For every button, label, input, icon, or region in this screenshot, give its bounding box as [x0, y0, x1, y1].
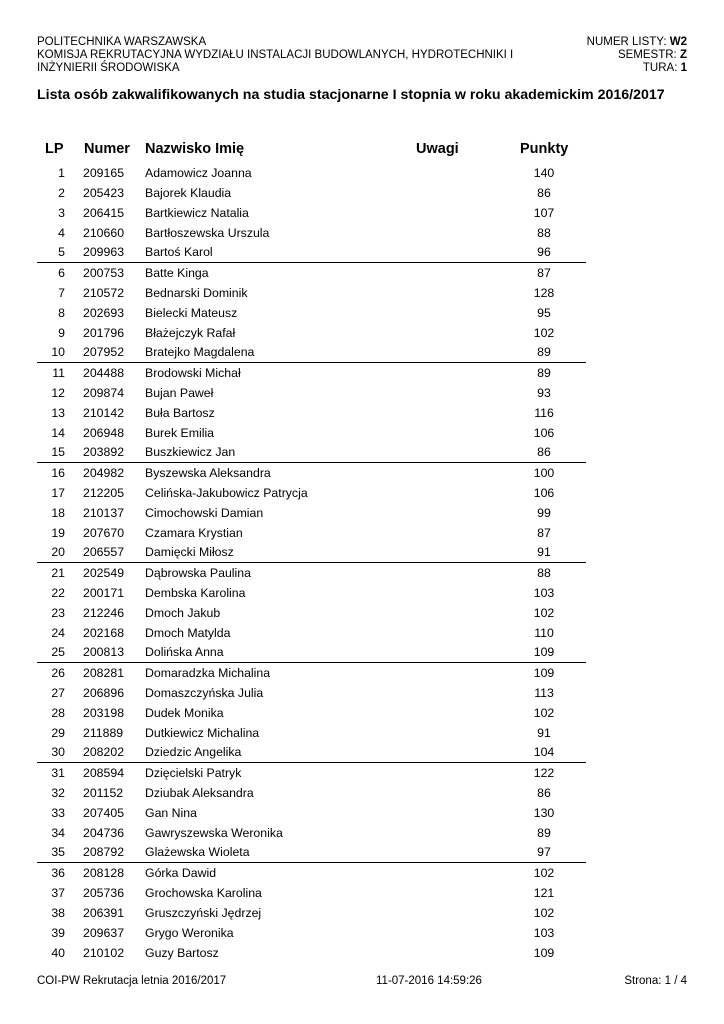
row-points: 87 [537, 526, 551, 540]
row-number: 202168 [83, 626, 125, 640]
table-row [37, 823, 586, 843]
row-number: 210142 [83, 406, 125, 420]
table-row [37, 723, 586, 743]
row-lp: 30 [51, 745, 65, 759]
column-header-lp: LP [45, 141, 64, 157]
row-number: 212246 [83, 606, 125, 620]
table-row [37, 743, 586, 763]
row-lp: 37 [51, 886, 65, 900]
row-name: Guzy Bartosz [145, 946, 219, 960]
row-points: 110 [534, 626, 554, 640]
candidates-table [37, 163, 586, 963]
row-lp: 6 [58, 266, 65, 280]
row-number: 208128 [83, 866, 125, 880]
row-lp: 20 [51, 545, 65, 559]
table-row [37, 803, 586, 823]
committee-name-cont: INŻYNIERII ŚRODOWISKA [37, 62, 180, 74]
table-row [37, 783, 586, 803]
row-number: 209637 [83, 926, 125, 940]
row-number: 206415 [83, 206, 125, 220]
row-number: 203198 [83, 706, 125, 720]
table-row [37, 223, 586, 243]
row-lp: 8 [58, 306, 65, 320]
column-header-points: Punkty [520, 141, 569, 157]
row-number: 200171 [83, 586, 125, 600]
row-number: 208202 [83, 745, 125, 759]
row-lp: 26 [51, 666, 65, 680]
column-header-notes: Uwagi [416, 141, 459, 157]
row-lp: 12 [51, 386, 65, 400]
row-number: 210102 [83, 946, 125, 960]
row-number: 212205 [83, 486, 125, 500]
row-points: 109 [533, 645, 555, 659]
row-lp: 7 [58, 286, 65, 300]
row-name: Grygo Weronika [145, 926, 234, 940]
list-number: NUMER LISTY: W2 [586, 36, 687, 48]
table-row [37, 503, 586, 523]
row-lp: 29 [51, 726, 65, 740]
table-row [37, 603, 586, 623]
row-number: 208594 [83, 766, 125, 780]
table-row [37, 663, 586, 683]
table-row [37, 363, 586, 383]
table-row [37, 423, 586, 443]
row-lp: 22 [51, 586, 65, 600]
row-lp: 2 [58, 186, 65, 200]
round: TURA: 1 [642, 62, 687, 74]
row-number: 204982 [83, 466, 125, 480]
row-points: 87 [537, 266, 551, 280]
row-name: Dziubak Aleksandra [145, 786, 254, 800]
row-name: Dzięcielski Patryk [145, 766, 242, 780]
row-number: 206391 [83, 906, 125, 920]
table-row [37, 443, 586, 463]
row-lp: 17 [51, 486, 65, 500]
row-name: Dąbrowska Paulina [145, 566, 251, 580]
row-lp: 36 [51, 866, 65, 880]
table-row [37, 263, 586, 283]
row-name: Bartkiewicz Natalia [145, 206, 249, 220]
row-points: 103 [533, 586, 555, 600]
row-points: 89 [537, 826, 551, 840]
row-name: Dziedzic Angelika [145, 745, 242, 759]
table-row [37, 283, 586, 303]
table-row [37, 323, 586, 343]
row-name: Czamara Krystian [145, 526, 243, 540]
table-row [37, 183, 586, 203]
row-name: Domaradzka Michalina [145, 666, 271, 680]
row-points: 88 [537, 566, 551, 580]
row-lp: 23 [51, 606, 65, 620]
row-points: 99 [537, 506, 551, 520]
row-lp: 14 [51, 426, 65, 440]
committee-name: KOMISJA REKRUTACYJNA WYDZIAŁU INSTALACJI BUDOWLANYCH, HYDROTECHNIKI I [37, 49, 514, 61]
row-points: 86 [537, 186, 551, 200]
row-points: 102 [533, 866, 555, 880]
row-name: Buszkiewicz Jan [145, 445, 236, 459]
row-number: 206557 [83, 545, 125, 559]
row-lp: 38 [51, 906, 65, 920]
row-lp: 18 [51, 506, 65, 520]
table-row [37, 163, 586, 183]
footer-page: Strona: 1 / 4 [624, 975, 687, 987]
row-name: Domaszczyńska Julia [145, 686, 264, 700]
row-number: 206896 [83, 686, 125, 700]
row-name: Batte Kinga [145, 266, 209, 280]
row-number: 205423 [83, 186, 125, 200]
table-row [37, 303, 586, 323]
row-number: 208281 [83, 666, 125, 680]
row-name: Brodowski Michał [145, 366, 241, 380]
table-row [37, 483, 586, 503]
row-points: 89 [537, 366, 551, 380]
column-header-number: Numer [84, 141, 130, 157]
row-name: Dutkiewicz Michalina [145, 726, 260, 740]
row-number: 203892 [83, 445, 125, 459]
row-points: 116 [534, 406, 554, 420]
row-name: Dmoch Jakub [145, 606, 221, 620]
row-name: Błażejczyk Rafał [145, 326, 236, 340]
row-name: Buła Bartosz [145, 406, 215, 420]
table-row [37, 643, 586, 663]
row-name: Burek Emilia [145, 426, 215, 440]
row-lp: 4 [58, 226, 65, 240]
row-name: Dudek Monika [145, 706, 224, 720]
row-lp: 21 [51, 566, 65, 580]
table-row [37, 903, 586, 923]
table-row [37, 563, 586, 583]
table-row [37, 843, 586, 863]
row-points: 106 [533, 426, 555, 440]
table-row [37, 543, 586, 563]
row-points: 109 [533, 666, 555, 680]
table-row [37, 703, 586, 723]
table-row [37, 923, 586, 943]
row-points: 109 [533, 946, 555, 960]
row-name: Gruszczyński Jędrzej [145, 906, 262, 920]
row-number: 202549 [83, 566, 125, 580]
row-number: 204488 [83, 366, 125, 380]
row-points: 121 [533, 886, 555, 900]
table-row [37, 763, 586, 783]
table-row [37, 343, 586, 363]
row-name: Dolińska Anna [145, 645, 224, 659]
row-lp: 10 [51, 345, 65, 359]
row-number: 201796 [83, 326, 125, 340]
row-points: 102 [533, 906, 555, 920]
table-row [37, 943, 586, 963]
row-name: Cimochowski Damian [145, 506, 264, 520]
row-number: 211889 [83, 726, 124, 740]
row-name: Bartoś Karol [145, 245, 213, 259]
row-lp: 28 [51, 706, 65, 720]
row-points: 103 [533, 926, 555, 940]
table-row [37, 383, 586, 403]
row-points: 86 [537, 445, 551, 459]
row-points: 102 [533, 326, 555, 340]
row-points: 89 [537, 345, 551, 359]
row-name: Dmoch Matylda [145, 626, 231, 640]
column-header-name: Nazwisko Imię [145, 141, 245, 157]
row-lp: 13 [51, 406, 65, 420]
row-lp: 39 [51, 926, 65, 940]
table-row [37, 863, 586, 883]
row-points: 88 [537, 226, 551, 240]
semester: SEMESTR: Z [617, 49, 687, 61]
institution-header [37, 36, 513, 75]
row-name: Gan Nina [145, 806, 197, 820]
table-row [37, 523, 586, 543]
row-name: Bartłoszewska Urszula [145, 226, 270, 240]
row-number: 201152 [83, 786, 124, 800]
row-name: Glażewska Wioleta [145, 845, 250, 859]
row-number: 204736 [83, 826, 125, 840]
row-lp: 32 [51, 786, 65, 800]
row-lp: 24 [51, 626, 65, 640]
row-name: Dembska Karolina [145, 586, 246, 600]
table-row [37, 403, 586, 423]
row-number: 207405 [83, 806, 125, 820]
row-lp: 3 [58, 206, 65, 220]
row-lp: 11 [52, 366, 65, 380]
row-points: 97 [537, 845, 551, 859]
row-number: 200813 [83, 645, 125, 659]
row-name: Bielecki Mateusz [145, 306, 238, 320]
table-row [37, 243, 586, 263]
row-points: 122 [533, 766, 555, 780]
row-points: 140 [533, 166, 555, 180]
row-number: 209963 [83, 245, 125, 259]
table-row [37, 623, 586, 643]
row-number: 200753 [83, 266, 125, 280]
row-name: Górka Dawid [145, 866, 217, 880]
row-name: Bratejko Magdalena [145, 345, 255, 359]
row-number: 210660 [83, 226, 125, 240]
row-number: 207670 [83, 526, 125, 540]
row-points: 102 [533, 606, 555, 620]
row-points: 106 [533, 486, 555, 500]
row-name: Bajorek Klaudia [145, 186, 232, 200]
row-lp: 5 [58, 245, 65, 259]
row-number: 206948 [83, 426, 125, 440]
row-name: Byszewska Aleksandra [145, 466, 271, 480]
footer-timestamp: 11-07-2016 14:59:26 [376, 975, 482, 987]
row-number: 207952 [83, 345, 125, 359]
row-name: Celińska-Jakubowicz Patrycja [145, 486, 308, 500]
row-points: 102 [533, 706, 555, 720]
page-title: Lista osób zakwalifikowanych na studia stacjonarne I stopnia w roku akademickim 2016/2017 [37, 87, 665, 103]
row-lp: 1 [58, 166, 65, 180]
row-points: 86 [537, 786, 551, 800]
row-lp: 35 [51, 845, 65, 859]
row-number: 208792 [83, 845, 125, 859]
row-lp: 40 [51, 946, 65, 960]
row-number: 209165 [83, 166, 125, 180]
row-lp: 31 [51, 766, 65, 780]
table-row [37, 203, 586, 223]
row-lp: 16 [51, 466, 65, 480]
row-number: 202693 [83, 306, 125, 320]
row-name: Bednarski Dominik [145, 286, 248, 300]
list-info [587, 36, 687, 75]
row-number: 210137 [83, 506, 125, 520]
row-lp: 19 [51, 526, 65, 540]
row-lp: 15 [51, 445, 65, 459]
row-name: Damięcki Miłosz [145, 545, 234, 559]
row-points: 91 [537, 545, 551, 559]
row-lp: 34 [51, 826, 65, 840]
row-points: 107 [533, 206, 555, 220]
row-lp: 9 [58, 326, 65, 340]
row-points: 95 [537, 306, 551, 320]
row-points: 93 [537, 386, 551, 400]
row-name: Adamowicz Joanna [145, 166, 252, 180]
table-row [37, 683, 586, 703]
row-name: Grochowska Karolina [145, 886, 262, 900]
university-name: POLITECHNIKA WARSZAWSKA [37, 36, 207, 48]
table-row [37, 883, 586, 903]
table-row [37, 463, 586, 483]
row-number: 209874 [83, 386, 125, 400]
row-points: 113 [534, 686, 554, 700]
row-points: 100 [533, 466, 555, 480]
table-row [37, 583, 586, 603]
row-lp: 33 [51, 806, 65, 820]
row-lp: 25 [51, 645, 65, 659]
row-number: 205736 [83, 886, 125, 900]
row-name: Bujan Paweł [145, 386, 214, 400]
row-points: 130 [533, 806, 555, 820]
row-number: 210572 [83, 286, 125, 300]
row-points: 104 [533, 745, 555, 759]
row-points: 128 [533, 286, 555, 300]
row-points: 96 [537, 245, 551, 259]
row-lp: 27 [51, 686, 65, 700]
footer-source: COI-PW Rekrutacja letnia 2016/2017 [37, 975, 227, 987]
row-points: 91 [537, 726, 551, 740]
row-name: Gawryszewska Weronika [145, 826, 283, 840]
